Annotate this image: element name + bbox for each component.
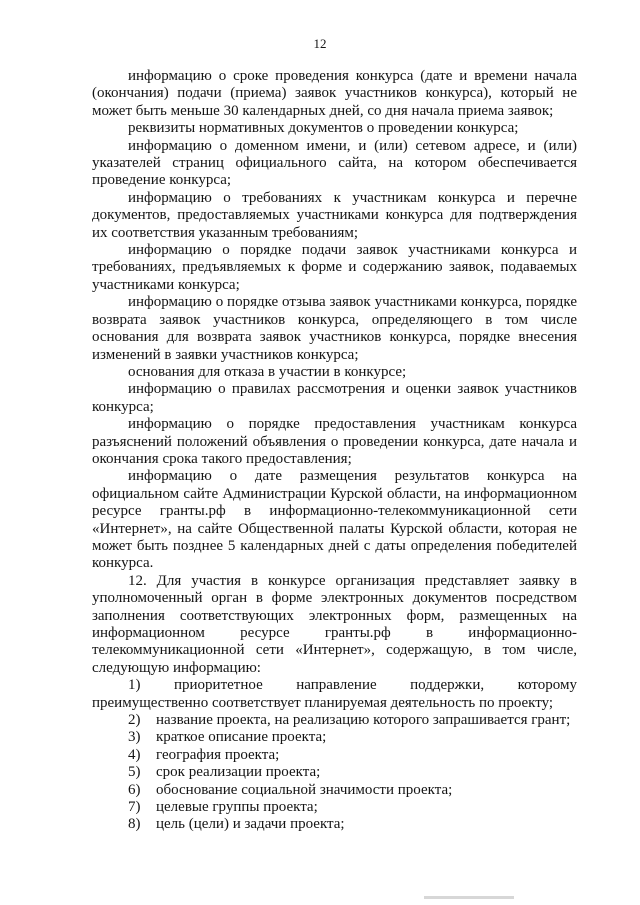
list-item-number: 6) xyxy=(128,781,141,798)
list-item-text: срок реализации проекта; xyxy=(156,764,321,781)
page-number: 12 xyxy=(313,36,327,51)
list-item xyxy=(92,712,577,729)
list-item-number: 7) xyxy=(128,799,141,816)
list-item-text: название проекта, на реализацию которого запрашивается грант; xyxy=(156,712,571,729)
clause-12-intro: 12. Для участия в конкурсе организация представляет заявку в уполномоченный орган в форме электронных документов посредством заполнения соответствующих электронных форм, размещенных на информационном ресурсе гранты.рф в информационно-телекоммуникационной сети «Интернет», содержащую, в том числе, следующую информацию: xyxy=(92,572,577,676)
list-item-number: 8) xyxy=(128,816,141,833)
paragraph: информацию о дате размещения результатов конкурса на официальном сайте Администрации Курской области, на информационном ресурсе гранты.рф в информационно-телекоммуникационной сети «Интернет», на сайте Общественной палаты Курской области, которая не может быть позднее 5 календарных дней с даты определения победителей конкурса. xyxy=(92,468,577,572)
paragraph: основания для отказа в участии в конкурсе; xyxy=(128,363,407,380)
list-item-text: целевые группы проекта; xyxy=(156,799,318,816)
list-item xyxy=(92,764,577,781)
list-item-text: география проекта; xyxy=(156,746,280,763)
list-item xyxy=(92,782,577,799)
paragraph: информацию о порядке подачи заявок участниками конкурса и требованиях, предъявляемых к форме и содержанию заявок, подаваемых участниками конкурса; xyxy=(92,242,577,293)
list-item-number: 4) xyxy=(128,746,141,763)
list-item-number: 2) xyxy=(128,712,141,729)
list-item-1: 1) приоритетное направление поддержки, которому преимущественно соответствует планируемая деятельность по проекту; xyxy=(92,677,577,711)
paragraph: информацию о доменном имени, и (или) сетевом адресе, и (или) указателей страниц официального сайта, на котором обеспечивается проведение конкурса; xyxy=(92,137,577,189)
list-item-text: краткое описание проекта; xyxy=(156,729,327,746)
list-item-number: 5) xyxy=(128,764,141,781)
paragraph: информацию о требованиях к участникам конкурса и перечне документов, предоставляемых участниками конкурса для подтверждения их соответствия указанным требованиям; xyxy=(92,189,577,241)
list-item xyxy=(92,816,577,833)
list-item-text: цель (цели) и задачи проекта; xyxy=(156,816,345,833)
list-item xyxy=(92,799,577,816)
document-body xyxy=(92,68,577,834)
paragraph: информацию о правилах рассмотрения и оценки заявок участников конкурса; xyxy=(92,381,577,415)
list-item-number: 3) xyxy=(128,729,141,746)
paragraph: информацию о порядке отзыва заявок участниками конкурса, порядке возврата заявок участников конкурса, определяющего в том числе основания для возврата заявок участников конкурса, порядке внесения изменений в заявки участников конкурса; xyxy=(92,294,577,363)
paragraph: информацию о порядке предоставления участникам конкурса разъяснений положений объявления о проведении конкурса, дате начала и окончания срока такого предоставления; xyxy=(92,416,577,467)
paragraph: информацию о сроке проведения конкурса (дате и времени начала (окончания) подачи (приема) заявок участников конкурса), который не может быть меньше 30 календарных дней, со дня начала приема заявок; xyxy=(92,68,577,119)
list-item-text: обоснование социальной значимости проекта; xyxy=(156,781,453,798)
list-item xyxy=(92,747,577,764)
list-item xyxy=(92,729,577,746)
scan-artifact xyxy=(424,896,514,899)
paragraph: реквизиты нормативных документов о проведении конкурса; xyxy=(128,120,519,137)
